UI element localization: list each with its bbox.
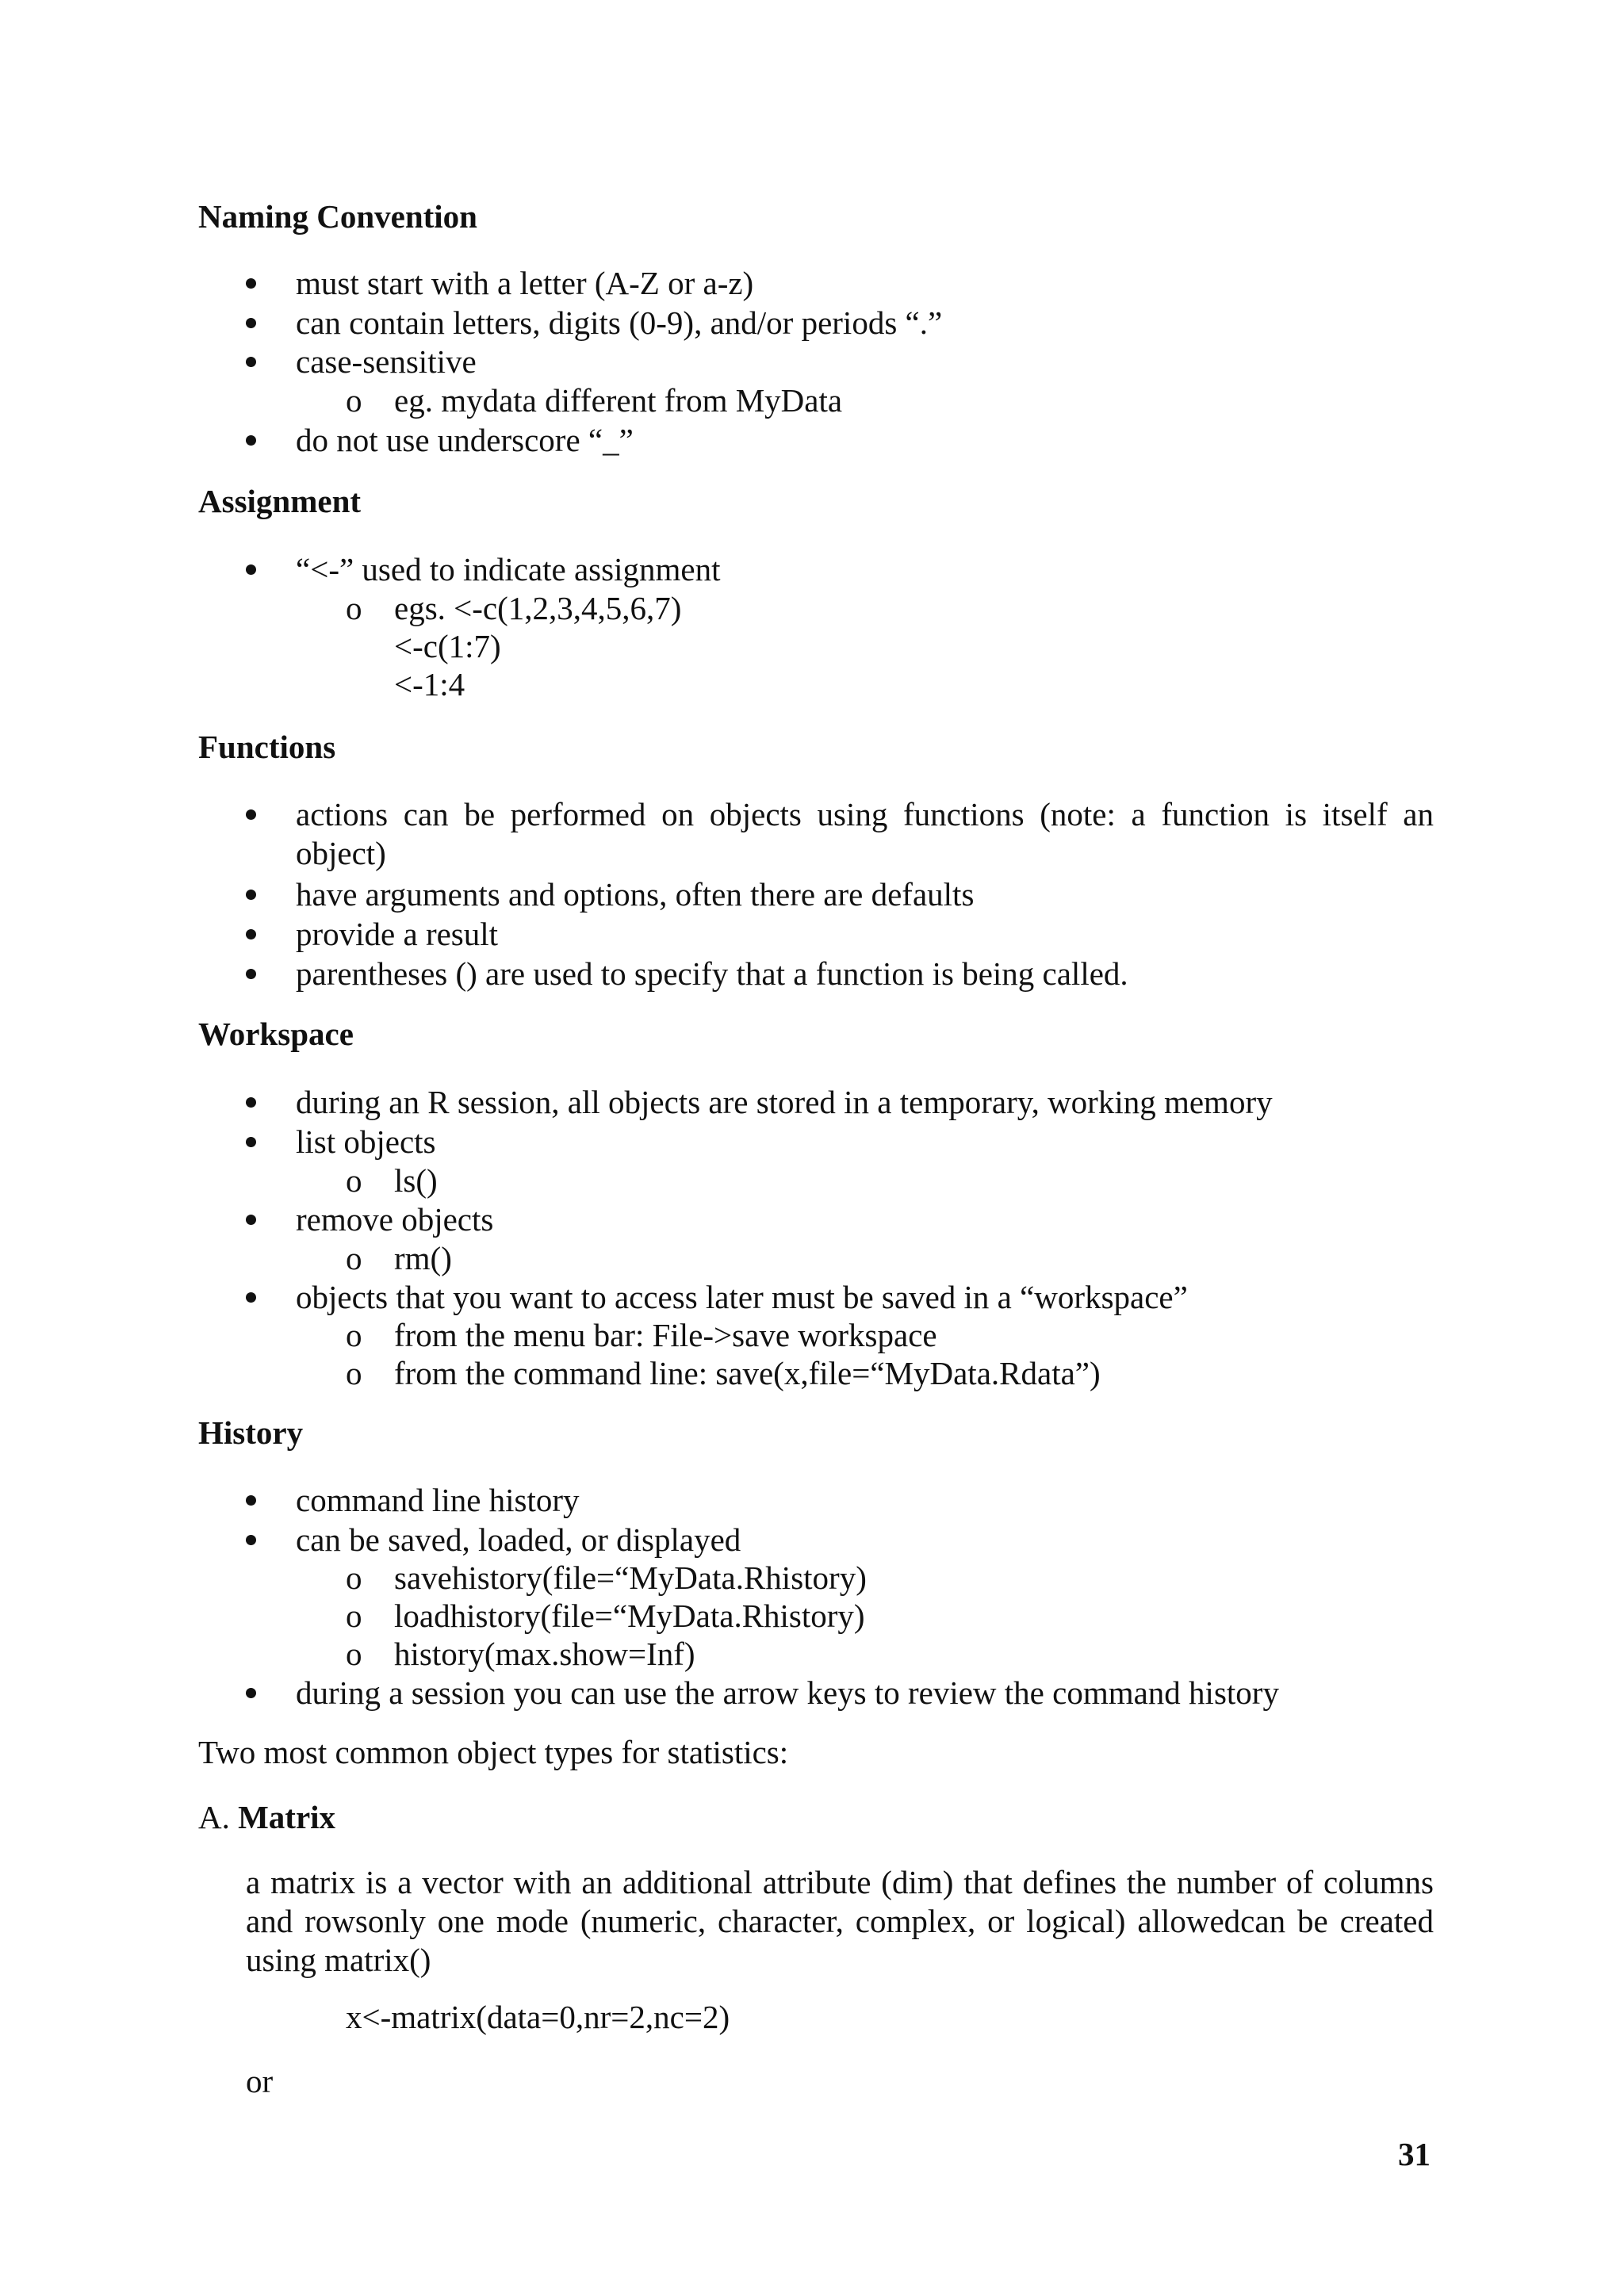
- bullet-icon: [246, 969, 256, 979]
- list-item-text: do not use underscore “_”: [296, 422, 634, 458]
- sub-list-item-text: savehistory(file=“MyData.Rhistory): [394, 1559, 867, 1596]
- list-item-text: “<-” used to indicate assignment: [296, 551, 721, 587]
- sub-bullet-marker: o: [346, 1636, 362, 1672]
- sub-list-item-text: ls(): [394, 1162, 438, 1199]
- list-item-text: command line history: [296, 1482, 580, 1518]
- list-item-text: parentheses () are used to specify that a function is being called.: [296, 955, 1128, 992]
- heading-history: History: [198, 1414, 304, 1451]
- list-item-text: remove objects: [296, 1201, 494, 1238]
- sub-list-item-text: from the command line: save(x,file=“MyData.Rdata”): [394, 1355, 1101, 1391]
- matrix-heading-prefix: A.: [198, 1799, 239, 1835]
- sub-list-item-text: <-c(1:7): [394, 628, 501, 664]
- heading-functions: Functions: [198, 729, 336, 765]
- bullet-icon: [246, 1688, 256, 1698]
- intro-paragraph: Two most common object types for statistics:: [198, 1734, 789, 1770]
- list-item-text: during an R session, all objects are stored in a temporary, working memory: [296, 1084, 1273, 1120]
- sub-list-item-text: <-1:4: [394, 666, 465, 702]
- matrix-heading-title: Matrix: [238, 1799, 336, 1835]
- list-item-text: case-sensitive: [296, 343, 477, 380]
- bullet-icon: [246, 435, 256, 446]
- sub-bullet-marker: o: [346, 1162, 362, 1199]
- sub-list-item-text: loadhistory(file=“MyData.Rhistory): [394, 1598, 865, 1634]
- bullet-icon: [246, 357, 256, 367]
- bullet-icon: [246, 1535, 256, 1545]
- sub-bullet-marker: o: [346, 1355, 362, 1391]
- sub-bullet-marker: o: [346, 1317, 362, 1353]
- bullet-icon: [246, 564, 256, 575]
- matrix-code-example: x<-matrix(data=0,nr=2,nc=2): [346, 1999, 730, 2035]
- sub-bullet-marker: o: [346, 590, 362, 626]
- sub-list-item-text: from the menu bar: File->save workspace: [394, 1317, 937, 1353]
- sub-bullet-marker: o: [346, 1559, 362, 1596]
- sub-list-item-text: eg. mydata different from MyData: [394, 382, 843, 419]
- bullet-icon: [246, 1137, 256, 1147]
- list-item-text: list objects: [296, 1123, 436, 1160]
- matrix-description: a matrix is a vector with an additional attribute (dim) that defines the number of columns and rowsonly one mode (numeric, character, complex, or logical) allowedcan be created using matrix(): [246, 1864, 1434, 1978]
- list-item-text: have arguments and options, often there are defaults: [296, 876, 975, 913]
- bullet-icon: [246, 1097, 256, 1108]
- page-number: 31: [1398, 2136, 1431, 2172]
- bullet-icon: [246, 1495, 256, 1506]
- sub-list-item-text: history(max.show=Inf): [394, 1636, 695, 1672]
- sub-list-item-text: egs. <-c(1,2,3,4,5,6,7): [394, 590, 682, 626]
- list-item-text: objects that you want to access later must be saved in a “workspace”: [296, 1279, 1188, 1315]
- list-item-text: provide a result: [296, 916, 499, 952]
- list-item-text: during a session you can use the arrow keys to review the command history: [296, 1674, 1279, 1711]
- bullet-icon: [246, 278, 256, 289]
- heading-naming-convention: Naming Convention: [198, 198, 477, 235]
- list-item-text: can contain letters, digits (0-9), and/or periods “.”: [296, 304, 943, 341]
- heading-workspace: Workspace: [198, 1016, 354, 1052]
- matrix-heading: [198, 1798, 335, 1837]
- bullet-icon: [246, 809, 256, 820]
- sub-bullet-marker: o: [346, 1240, 362, 1276]
- bullet-icon: [246, 1292, 256, 1303]
- sub-bullet-marker: o: [346, 1598, 362, 1634]
- list-item-text: must start with a letter (A-Z or a-z): [296, 265, 754, 301]
- bullet-icon: [246, 929, 256, 939]
- sub-list-item-text: rm(): [394, 1240, 452, 1276]
- or-text: or: [246, 2063, 274, 2099]
- sub-bullet-marker: o: [346, 382, 362, 419]
- bullet-icon: [246, 890, 256, 900]
- heading-assignment: Assignment: [198, 483, 362, 519]
- list-item-text: can be saved, loaded, or displayed: [296, 1521, 741, 1558]
- bullet-icon: [246, 1215, 256, 1225]
- list-item-text: actions can be performed on objects using functions (note: a function is itself an object): [296, 796, 1434, 871]
- bullet-icon: [246, 318, 256, 328]
